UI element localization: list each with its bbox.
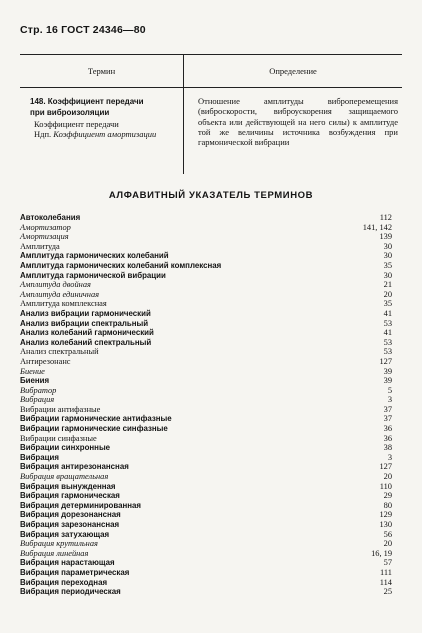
term-entry-line3: Коэффициент передачи — [34, 118, 119, 129]
index-page-number: 36 — [383, 433, 392, 443]
index-entry — [20, 319, 392, 329]
index-entry — [20, 520, 392, 530]
index-entry — [20, 539, 392, 549]
index-term: Вибрация крутильная — [20, 539, 98, 549]
index-page-number: 20 — [383, 539, 392, 549]
index-page-number: 37 — [383, 414, 392, 424]
index-entry — [20, 223, 392, 233]
index-page-number: 35 — [383, 260, 392, 270]
index-page-number: 30 — [383, 241, 392, 251]
index-page-number: 130 — [379, 520, 392, 529]
index-entry — [20, 587, 392, 597]
definition-148: Отношение амплитуды виброперемещения (виброскорости, виброускорения защищаемого объекта или действующей на него силы) к амплитуде той же величины источника возбуждения при гармонической вибрации — [198, 96, 398, 148]
term-entry-line2: при виброизоляции — [30, 108, 110, 118]
index-term: Амплитуда гармонической вибрации — [20, 270, 166, 280]
index-page-number: 3 — [387, 395, 392, 405]
index-page-number: 127 — [379, 356, 392, 366]
index-page-number: 20 — [383, 289, 392, 299]
index-entry — [20, 280, 392, 290]
term-entry-148 — [30, 96, 180, 139]
index-page-number: 30 — [383, 270, 392, 280]
index-term: Анализ колебаний спектральный — [20, 337, 152, 347]
index-entry — [20, 472, 392, 482]
ndp-prefix: Ндп. — [34, 128, 52, 139]
page-header: Стр. 16 ГОСТ 24346—80 — [20, 24, 146, 36]
index-entry — [20, 453, 392, 463]
index-page-number: 41 — [383, 308, 392, 318]
index-page-number: 139 — [379, 232, 392, 242]
index-page-number: 39 — [383, 366, 392, 376]
index-page-number: 20 — [383, 472, 392, 482]
index-term: Вибрация — [20, 452, 59, 462]
index-page-number: 29 — [383, 491, 392, 501]
term-entry-line1: 148. Коэффициент передачи — [30, 97, 144, 106]
index-page-number: 53 — [383, 337, 392, 347]
index-term: Вибрация — [20, 395, 55, 405]
index-term: Вибрация параметрическая — [20, 567, 130, 577]
index-term: Биения — [20, 376, 50, 386]
index-term: Анализ вибрации спектральный — [20, 318, 149, 328]
index-entry — [20, 232, 392, 242]
index-entry — [20, 357, 392, 367]
index-entry — [20, 386, 392, 396]
index-entry — [20, 376, 392, 386]
index-page-number: 127 — [379, 462, 392, 472]
ndp-term: Коэффициент амортизации — [53, 128, 157, 139]
index-term: Амплитуда гармонических колебаний комплексная — [20, 260, 222, 270]
index-page-number: 38 — [383, 443, 392, 453]
index-entry — [20, 261, 392, 271]
term-entry-line4 — [30, 129, 180, 139]
index-term: Вибрация зарезонансная — [20, 520, 120, 529]
index-term: Автоколебания — [20, 213, 81, 222]
index-entry — [20, 251, 392, 261]
index-term: Вибрация дорезонансная — [20, 510, 121, 520]
index-term: Вибрация периодическая — [20, 587, 121, 597]
index-page-number: 21 — [383, 280, 392, 290]
index-term: Вибрация нарастающая — [20, 558, 115, 568]
index-page-number: 110 — [379, 481, 392, 491]
index-entry — [20, 395, 392, 405]
index-entry — [20, 328, 392, 338]
index-entry — [20, 271, 392, 281]
index-page-number: 112 — [379, 213, 392, 222]
index-term: Антирезонанс — [20, 356, 71, 366]
index-term: Вибрация переходная — [20, 577, 108, 587]
index-entry — [20, 462, 392, 472]
index-term: Вибрации синфазные — [20, 433, 97, 443]
index-entry — [20, 338, 392, 348]
index-entry — [20, 434, 392, 444]
index-entry — [20, 424, 392, 434]
index-page-number: 5 — [387, 385, 392, 395]
index-entry — [20, 443, 392, 453]
index-entry — [20, 405, 392, 415]
index-page-number: 25 — [383, 587, 392, 597]
index-entry — [20, 558, 392, 568]
index-page-number: 56 — [383, 529, 392, 539]
index-entry — [20, 213, 392, 223]
index-term: Вибрация гармоническая — [20, 491, 120, 501]
column-header-term: Термин — [87, 66, 116, 76]
index-entry — [20, 568, 392, 578]
index-page-number: 36 — [383, 424, 392, 434]
index-entry — [20, 482, 392, 492]
index-page-number: 53 — [383, 318, 392, 328]
index-term: Вибрация вращательная — [20, 472, 109, 482]
index-term: Вибрация затухающая — [20, 529, 110, 539]
index-page-number: 111 — [380, 567, 392, 577]
index-term: Вибрации гармонические антифазные — [20, 414, 172, 424]
index-entry — [20, 510, 392, 520]
index-entry — [20, 501, 392, 511]
column-header-definition: Определение — [269, 66, 317, 76]
index-page-number: 30 — [383, 251, 392, 261]
index-term: Вибрация детерминированная — [20, 500, 141, 510]
index-term: Амплитуда гармонических колебаний — [20, 251, 169, 261]
alphabetical-index — [20, 213, 392, 597]
index-entry — [20, 309, 392, 319]
index-entry — [20, 491, 392, 501]
index-term: Амплитуда — [20, 241, 60, 251]
index-page-number: 35 — [383, 299, 392, 309]
index-term: Амплитуда единичная — [20, 289, 100, 299]
index-page-number: 3 — [387, 452, 392, 462]
index-term: Вибрация вынужденная — [20, 481, 116, 491]
index-entry — [20, 299, 392, 309]
index-entry — [20, 578, 392, 588]
index-term: Анализ вибрации гармонический — [20, 308, 151, 318]
index-title: АЛФАВИТНЫЙ УКАЗАТЕЛЬ ТЕРМИНОВ — [108, 190, 314, 201]
index-entry — [20, 549, 392, 559]
index-term: Амортизация — [20, 232, 69, 242]
index-term: Вибрации гармонические синфазные — [20, 424, 168, 434]
index-term: Анализ спектральный — [20, 347, 99, 357]
index-page-number: 39 — [383, 376, 392, 386]
index-term: Биение — [20, 366, 45, 376]
index-page-number: 129 — [379, 510, 392, 520]
index-term: Амортизатор — [20, 222, 71, 232]
index-page-number: 41 — [383, 328, 392, 338]
index-entry — [20, 367, 392, 377]
index-term: Вибрации антифазные — [20, 404, 101, 414]
index-entry — [20, 530, 392, 540]
index-entry — [20, 347, 392, 357]
index-term: Вибратор — [20, 385, 57, 395]
index-entry — [20, 242, 392, 252]
index-term: Анализ колебаний гармонический — [20, 328, 154, 338]
index-term: Амплитуда комплексная — [20, 299, 107, 309]
index-page-number: 57 — [383, 558, 392, 568]
table-header-rule — [20, 87, 402, 88]
index-page-number: 53 — [383, 347, 392, 357]
table-top-rule — [20, 54, 402, 55]
index-term: Вибрация линейная — [20, 548, 89, 558]
index-term: Вибрации синхронные — [20, 443, 111, 453]
index-page-number: 141, 142 — [362, 222, 392, 232]
index-page-number: 37 — [383, 404, 392, 414]
index-page-number: 80 — [383, 500, 392, 510]
index-entry — [20, 290, 392, 300]
index-page-number: 114 — [379, 577, 392, 587]
index-page-number: 16, 19 — [371, 548, 392, 558]
index-term: Амплитуда двойная — [20, 280, 91, 290]
index-term: Вибрация антирезонансная — [20, 462, 129, 472]
index-entry — [20, 414, 392, 424]
